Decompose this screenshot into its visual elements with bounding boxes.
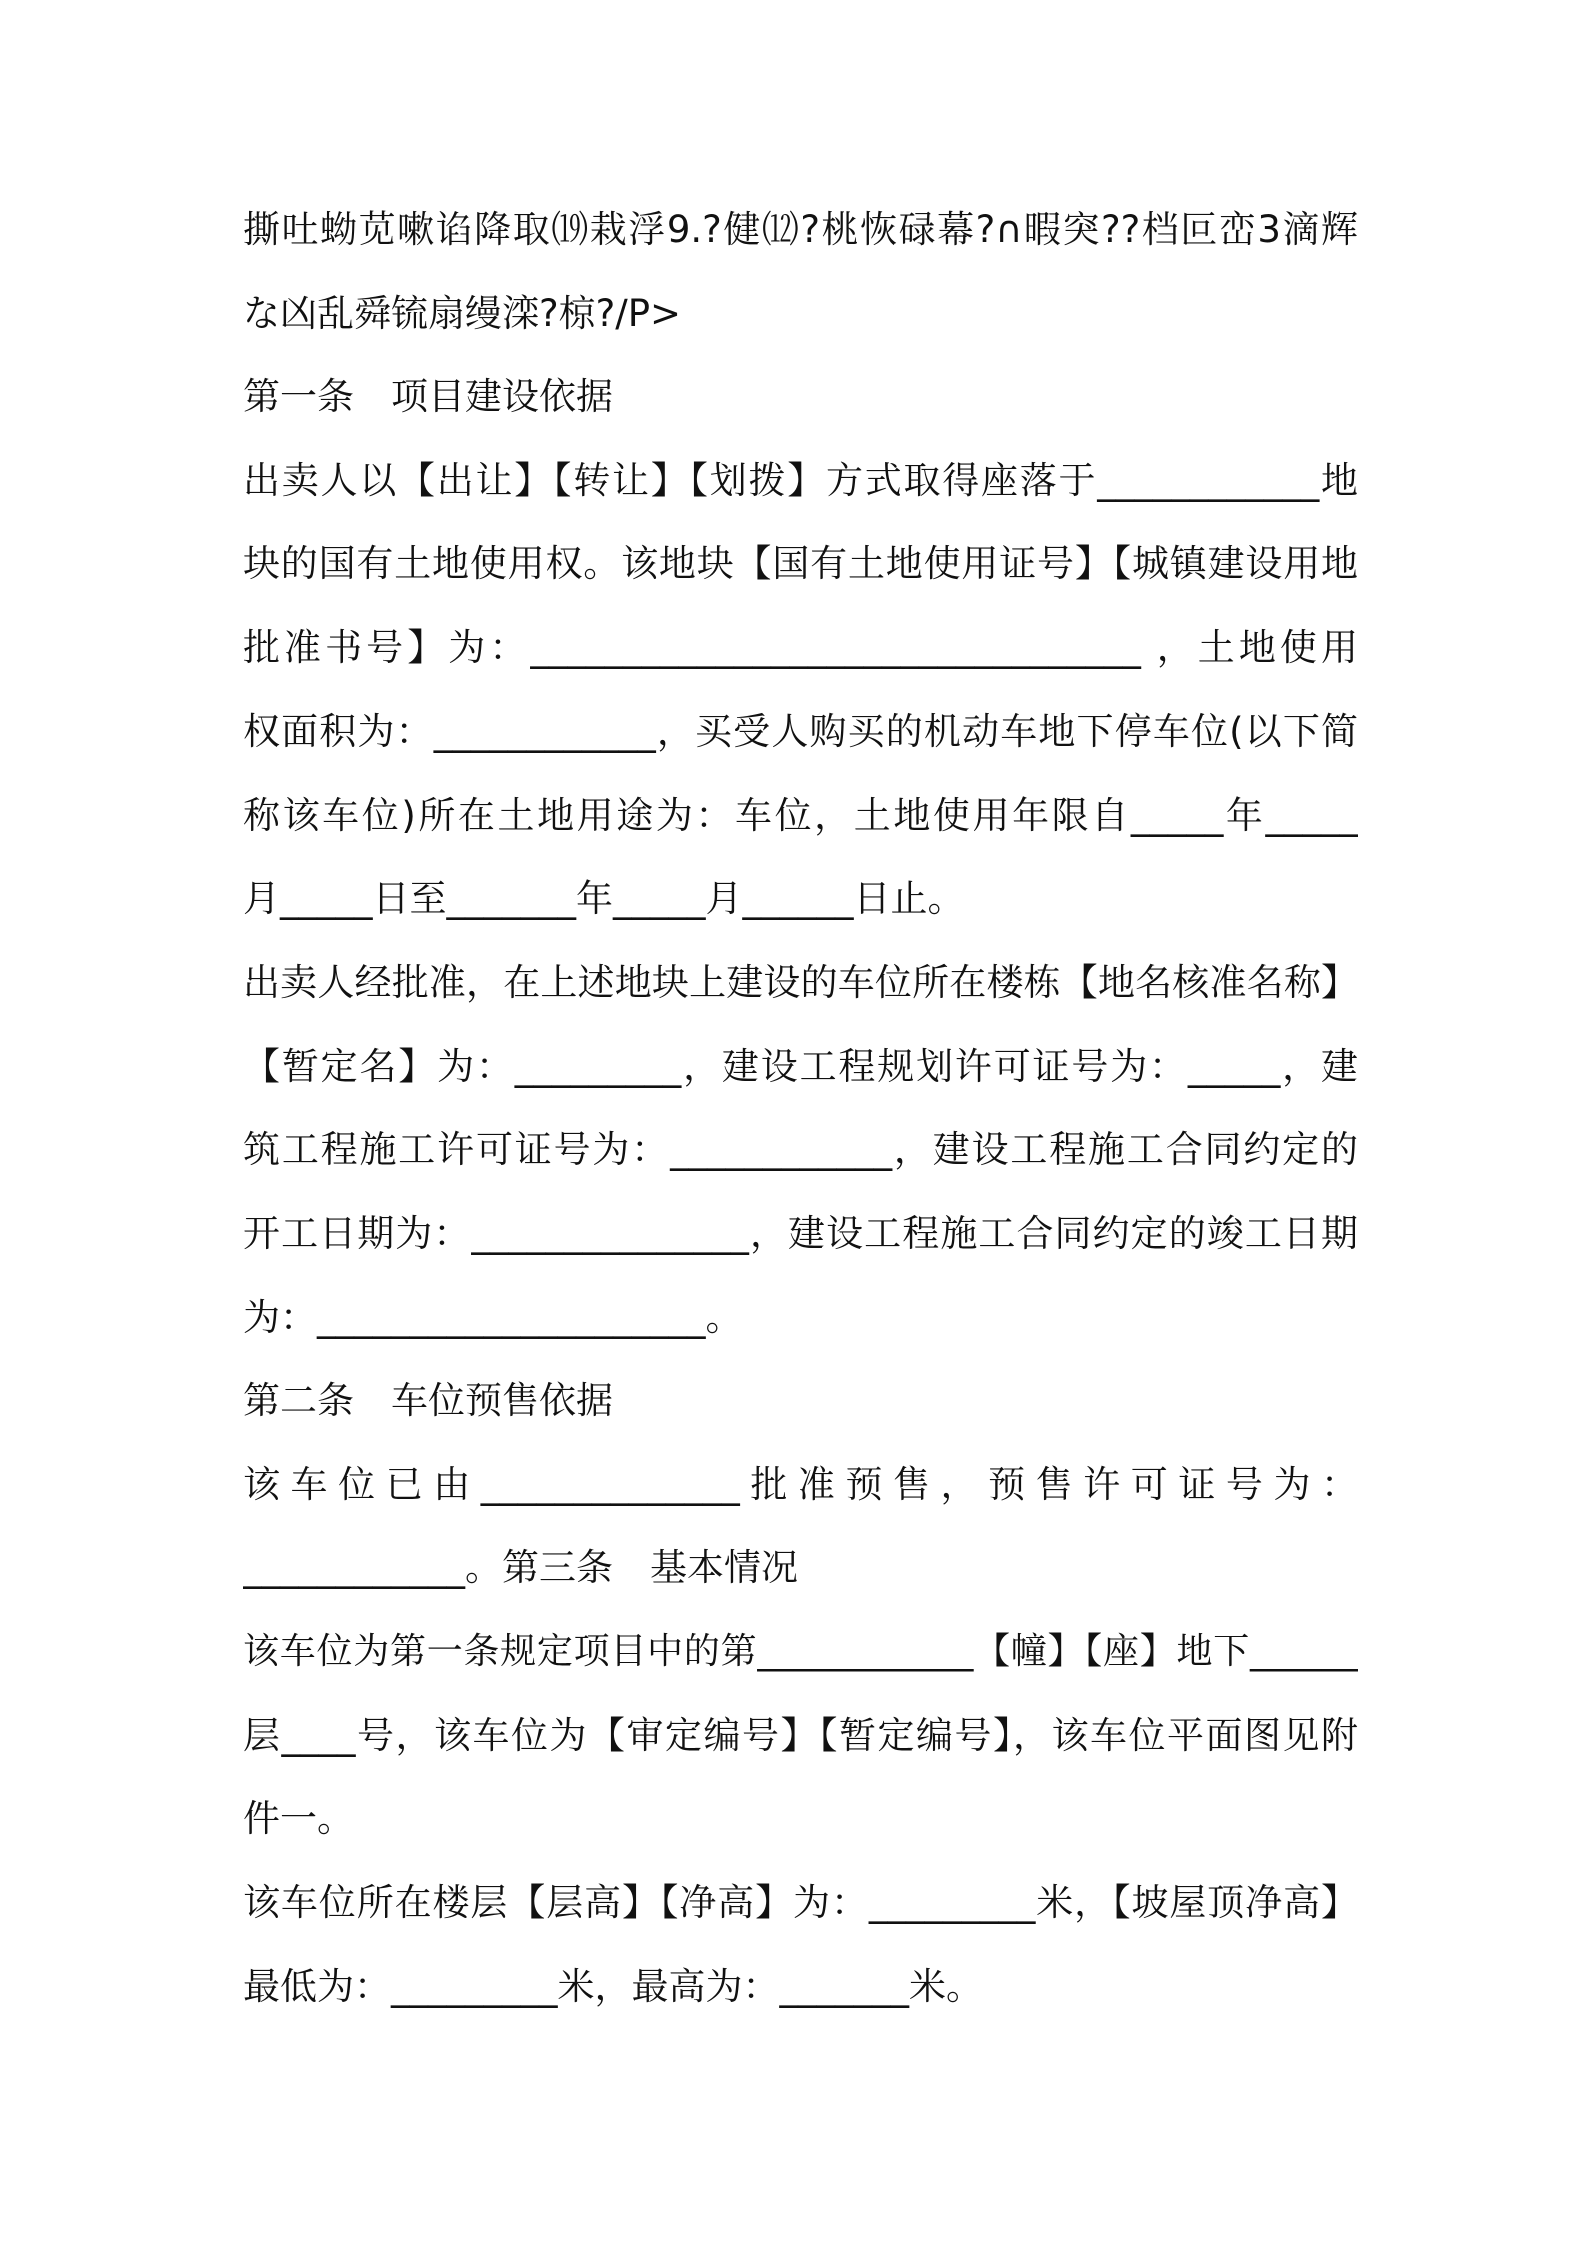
text-line: 筑工程施工许可证号为：____________，建设工程施工合同约定的 (243, 1128, 1358, 1171)
text-line: 称该车位)所在土地用途为：车位，土地使用年限自_____年_____ (243, 794, 1358, 837)
text-line: 出卖人经批准，在上述地块上建设的车位所在楼栋【地名核准名称】 (243, 961, 1358, 1004)
text-line: ____________。第三条 基本情况 (243, 1546, 798, 1589)
text-line: 月_____日至_______年_____月______日止。 (243, 877, 965, 920)
text-line: 该车位为第一条规定项目中的第____________【幢】【座】地下______ (243, 1631, 1358, 1672)
text-line: 最低为：_________米，最高为：_______米。 (243, 1965, 983, 2008)
text-line: 块的国有土地使用权。该地块【国有土地使用证号】【城镇建设用地 (243, 542, 1358, 585)
text-line: 层____号，该车位为【审定编号】【暂定编号】，该车位平面图见附 (243, 1714, 1358, 1757)
text-line: 该车位已由______________批准预售，预售许可证号为： (243, 1463, 1358, 1506)
text-line: 【暂定名】为：_________，建设工程规划许可证号为：_____，建 (243, 1045, 1358, 1088)
text-line: な凶乱舜锍扇缦滦?椋?/P> (243, 292, 682, 335)
text-line: 该车位所在楼层【层高】【净高】为：_________米，【坡屋顶净高】 (243, 1881, 1358, 1924)
text-line: 批准书号】为：_________________________________ ，土地使用 (243, 626, 1358, 669)
text-line: 权面积为：____________，买受人购买的机动车地下停车位(以下简 (243, 710, 1358, 753)
section-heading: 第二条 车位预售依据 (243, 1379, 613, 1422)
text-line: 开工日期为：_______________，建设工程施工合同约定的竣工日期 (243, 1212, 1358, 1255)
text-line: 为：_____________________。 (243, 1296, 743, 1339)
text-line: 撕吐蚴苋嗽谄降取⒆栽浮9.?健⑿?桃恢碌幕?∩暇突??档叵峦3滴辉 (243, 208, 1358, 251)
text-line: 出卖人以【出让】【转让】【划拨】方式取得座落于____________地 (243, 459, 1358, 502)
text-line: 件一。 (243, 1797, 354, 1840)
section-heading: 第一条 项目建设依据 (243, 375, 613, 418)
